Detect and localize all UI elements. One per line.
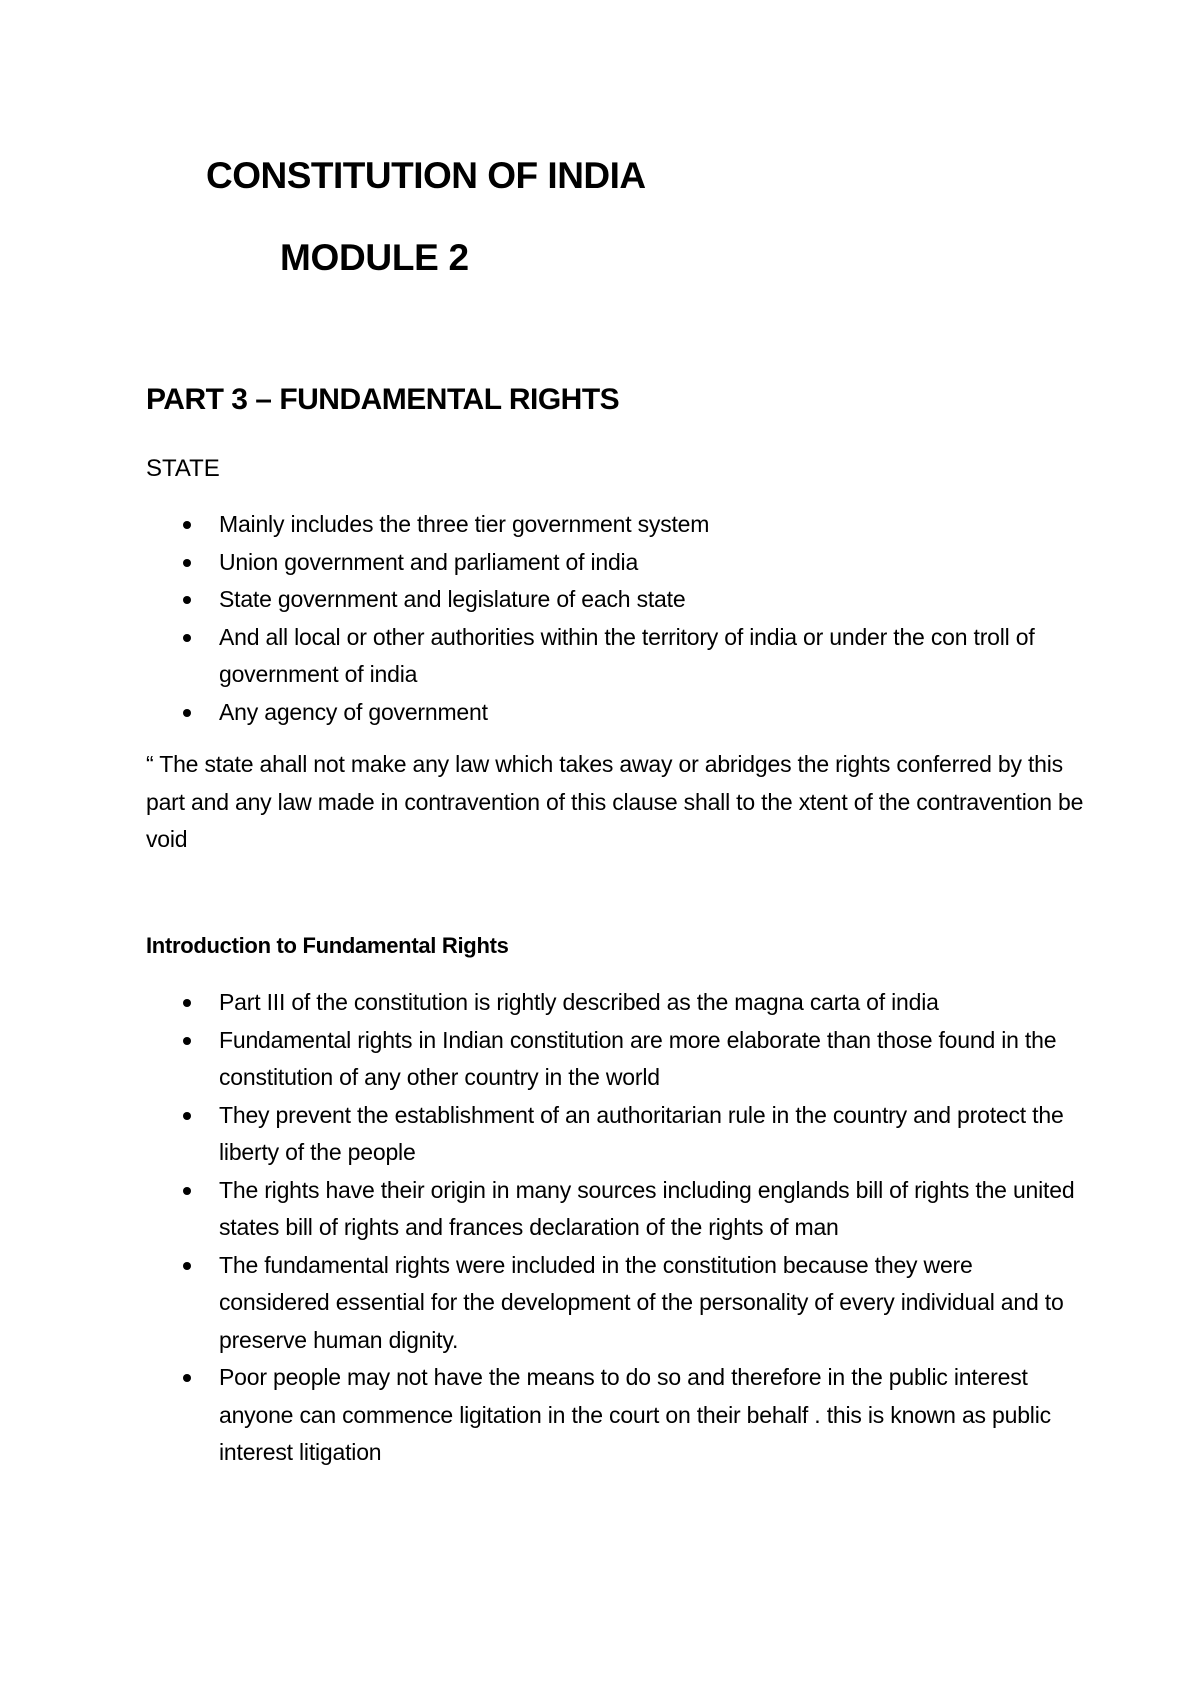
document-title: CONSTITUTION OF INDIA (206, 155, 646, 196)
list-item: Any agency of government (146, 694, 1086, 732)
part-heading: PART 3 – FUNDAMENTAL RIGHTS (146, 383, 620, 416)
module-title: MODULE 2 (280, 237, 469, 278)
list-item: The rights have their origin in many sources including englands bill of rights the united states bill of rights and frances declaration of the rights of man (146, 1172, 1086, 1247)
list-item: State government and legislature of each state (146, 581, 1086, 619)
list-item: The fundamental rights were included in the constitution because they were considered essential for the development of the personality of every individual and to preserve human dignity. (146, 1247, 1086, 1360)
state-quote: “ The state ahall not make any law which takes away or abridges the rights conferred by this part and any law made in contravention of this clause shall to the xtent of the contravention be void (146, 751, 1084, 852)
list-item: Mainly includes the three tier government system (146, 506, 1086, 544)
list-item: Union government and parliament of india (146, 544, 1086, 582)
state-heading: STATE (146, 455, 220, 482)
list-item: Part III of the constitution is rightly described as the magna carta of india (146, 984, 1086, 1022)
intro-heading: Introduction to Fundamental Rights (146, 933, 509, 958)
list-item: They prevent the establishment of an authoritarian rule in the country and protect the liberty of the people (146, 1097, 1086, 1172)
list-item: Poor people may not have the means to do so and therefore in the public interest anyone can commence ligitation in the court on their behalf . this is known as public interest litigation (146, 1359, 1086, 1472)
list-item: Fundamental rights in Indian constitution are more elaborate than those found in the constitution of any other country in the world (146, 1022, 1086, 1097)
list-item: And all local or other authorities within the territory of india or under the con troll of government of india (146, 619, 1086, 694)
state-list (146, 506, 1086, 731)
intro-list (146, 984, 1086, 1472)
